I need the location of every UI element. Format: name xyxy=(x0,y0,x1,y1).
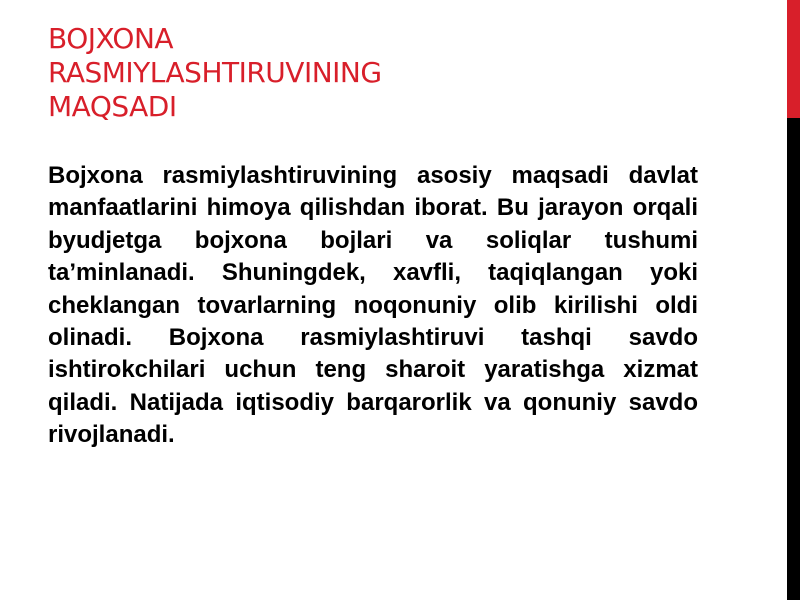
slide-title-line-3: MAQSADI xyxy=(48,90,177,123)
slide-title-line-1: BOJXONA xyxy=(48,22,174,55)
right-edge-accent xyxy=(787,0,800,118)
slide-body-text: Bojxona rasmiylashtiruvining asosiy maqsadi davlat manfaatlarini himoya qilishdan iborat. Bu jarayon orqali byudjetga bojxona bojlari va soliqlar tushumi ta’minlanadi. Shuningdek, xavfli, taqiqlangan yoki cheklangan tovarlarning noqonuniy olib kirilishi oldi olinadi. Bojxona rasmiylashtiruvi tashqi savdo ishtirokchilari uchun teng sharoit yaratishga xizmat qiladi. Natijada iqtisodiy barqarorlik va qonuniy savdo rivojlanadi. xyxy=(48,162,698,449)
right-edge-bar xyxy=(787,0,800,600)
slide-title xyxy=(48,22,748,124)
slide-title-line-2: RASMIYLASHTIRUVINING xyxy=(48,56,382,89)
